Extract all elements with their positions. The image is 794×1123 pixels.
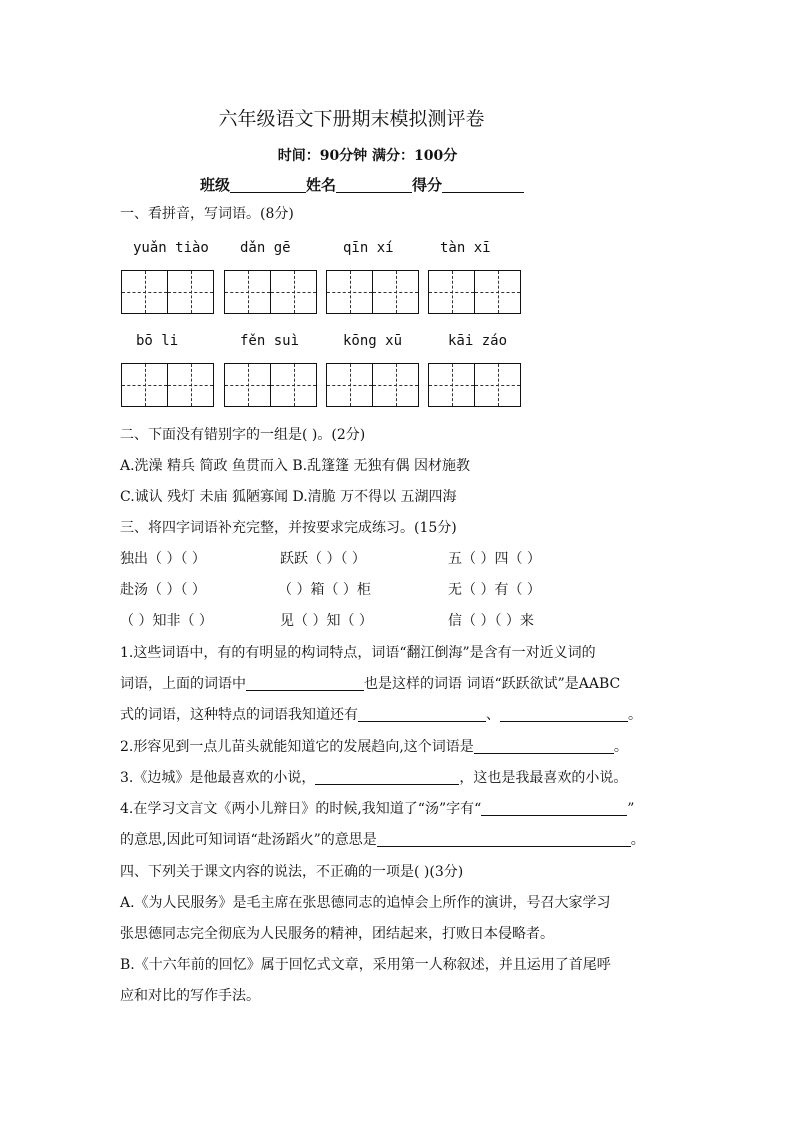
text-segment: ，这也是我最喜欢的小说。: [459, 770, 628, 786]
text-segment: 词语，上面的词语中: [120, 676, 246, 692]
pinyin-8: kāi záo: [448, 333, 508, 349]
section1-heading: 一、看拼音，写词语。(8分): [120, 206, 294, 222]
text-segment: 2.形容见到一点儿苗头就能知道它的发展趋向,这个词语是: [120, 739, 474, 755]
writing-grid-1[interactable]: [121, 270, 214, 314]
text-segment: 。: [628, 707, 642, 723]
section2-heading: 二、下面没有错别字的一组是( )。(2分): [120, 427, 366, 443]
name-field[interactable]: [336, 175, 412, 193]
writing-grid-7[interactable]: [326, 363, 419, 407]
section4-option-b-line2: 应和对比的写作手法。: [120, 988, 260, 1004]
section4-heading: 四、下列关于课文内容的说法，不正确的一项是( )(3分): [120, 864, 464, 880]
writing-grid-3[interactable]: [326, 270, 419, 314]
pinyin-4: tàn xī: [440, 240, 491, 256]
question-3-3: [120, 768, 627, 788]
pinyin-1: yuǎn tiào: [133, 240, 209, 256]
exam-title: 六年级语文下册期末模拟测评卷: [218, 108, 485, 130]
writing-grid-2[interactable]: [224, 270, 317, 314]
fill-item[interactable]: 信（ ）（ ）来: [448, 613, 534, 629]
section3-heading: 三、将四字词语补充完整，并按要求完成练习。(15分): [120, 520, 457, 536]
writing-grid-5[interactable]: [121, 363, 214, 407]
question-3-1-line3: [120, 705, 642, 725]
fill-item[interactable]: 独出（ ）（ ）: [120, 551, 206, 567]
class-label: 班级: [200, 176, 231, 194]
name-label: 姓名: [306, 176, 337, 194]
answer-blank[interactable]: [500, 705, 628, 722]
class-field[interactable]: [230, 175, 306, 193]
student-info-line: [200, 174, 524, 195]
text-segment: 式的词语，这种特点的词语我知道还有: [120, 707, 358, 723]
score-field[interactable]: [442, 175, 524, 193]
answer-blank[interactable]: [246, 674, 364, 691]
fill-item[interactable]: 五（ ）四（ ）: [448, 551, 541, 567]
text-segment: 。: [630, 832, 645, 848]
text-segment: ”: [627, 801, 635, 817]
text-segment: 的意思,因此可知词语“赴汤蹈火”的意思是: [120, 832, 377, 848]
text-segment: 3.《边城》是他最喜欢的小说，: [120, 770, 316, 786]
writing-grid-4[interactable]: [428, 270, 521, 314]
text-segment: 。: [613, 739, 628, 755]
question-3-2: [120, 737, 628, 757]
section4-option-a-line1: A.《为人民服务》是毛主席在张思德同志的追悼会上所作的演讲，号召大家学习: [120, 895, 611, 911]
answer-blank[interactable]: [377, 830, 631, 847]
question-3-1-line1: 1.这些词语中，有的有明显的构词特点，词语“翻江倒海”是含有一对近义词的: [120, 645, 596, 661]
pinyin-3: qīn xí: [343, 240, 394, 256]
answer-blank[interactable]: [358, 705, 486, 722]
fill-item[interactable]: 跃跃（ ）（ ）: [280, 551, 366, 567]
section2-options-cd: C.诚认 残灯 未庙 狐陋寡闻 D.清脆 万不得以 五湖四海: [120, 489, 457, 505]
text-segment: 4.在学习文言文《两小儿辩日》的时候,我知道了“汤”字有“: [120, 801, 482, 817]
pinyin-2: dǎn gē: [240, 240, 291, 256]
fill-item[interactable]: 无（ ）有（ ）: [448, 582, 541, 598]
pinyin-6: fěn suì: [240, 333, 300, 349]
section2-options-ab: A.洗澡 精兵 简政 鱼贯而入 B.乱篷篷 无独有偶 因材施教: [120, 458, 470, 474]
fill-item[interactable]: 见（ ）知（ ）: [280, 613, 373, 629]
answer-blank[interactable]: [481, 799, 627, 816]
section4-option-a-line2: 张思德同志完全彻底为人民服务的精神，团结起来，打败日本侵略者。: [120, 926, 554, 942]
text-segment: 、: [486, 707, 500, 723]
answer-blank[interactable]: [474, 737, 614, 754]
fill-item[interactable]: 赴汤（ ）（ ）: [120, 582, 206, 598]
fill-item[interactable]: （ ）箱（ ）柜: [278, 582, 371, 598]
question-3-1-line2: [120, 674, 620, 694]
question-3-4-line1: [120, 799, 634, 819]
writing-grid-6[interactable]: [224, 363, 317, 407]
question-3-4-line2: [120, 830, 645, 850]
section4-option-b-line1: B.《十六年前的回忆》属于回忆式文章，采用第一人称叙述，并且运用了首尾呼: [120, 957, 611, 973]
fill-item[interactable]: （ ）知非（ ）: [120, 613, 213, 629]
exam-subtitle: 时间：90分钟 满分：100分: [277, 148, 458, 164]
score-label: 得分: [412, 176, 443, 194]
pinyin-5: bō li: [136, 333, 179, 349]
pinyin-7: kōng xū: [343, 333, 403, 349]
answer-blank[interactable]: [315, 768, 459, 785]
text-segment: 也是这样的词语 词语“跃跃欲试”是AABC: [364, 676, 621, 692]
writing-grid-8[interactable]: [428, 363, 521, 407]
